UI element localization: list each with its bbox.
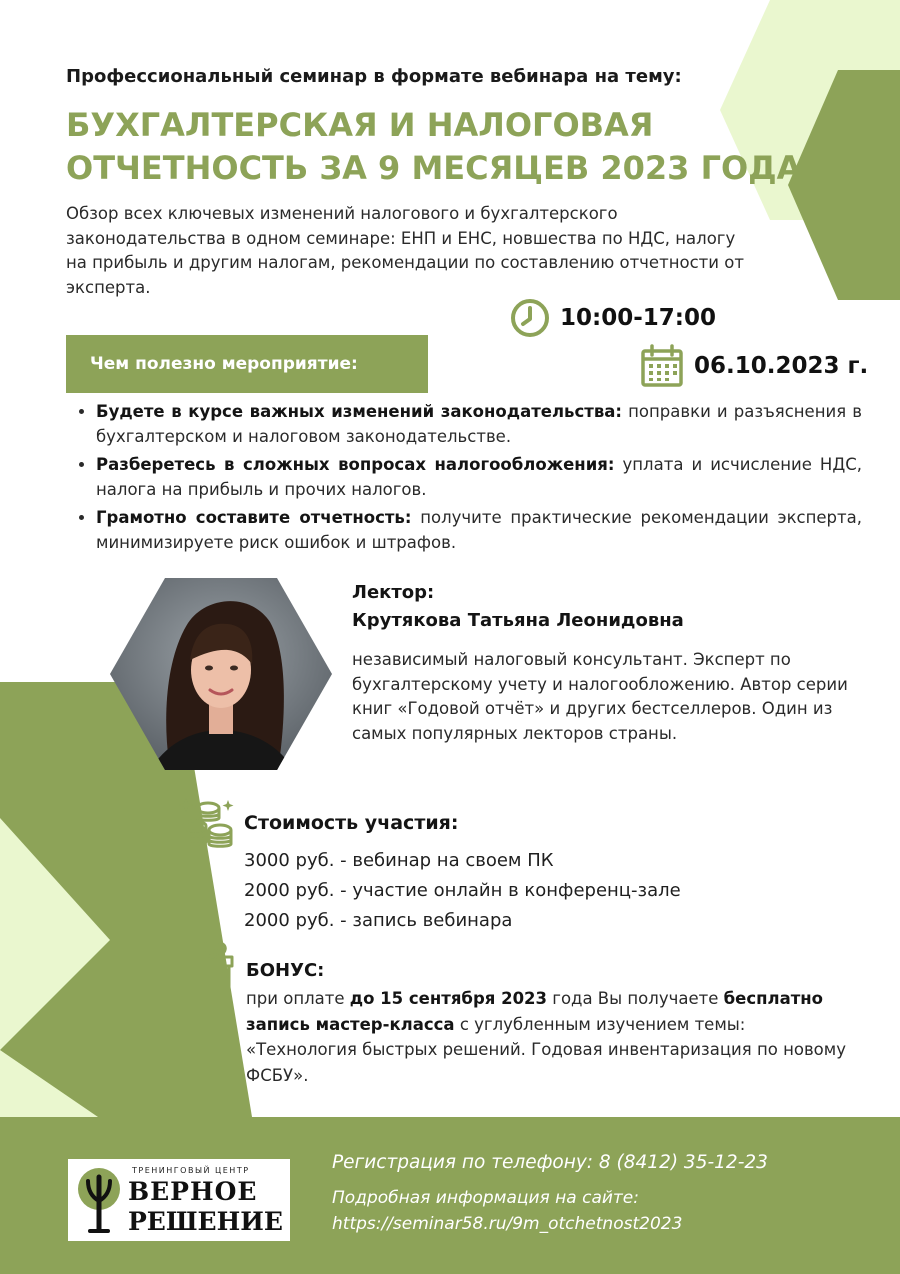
lector-label: Лектор: xyxy=(352,582,435,603)
bonus-deadline: до 15 сентября 2023 xyxy=(349,989,548,1008)
calendar-icon xyxy=(640,344,684,388)
benefit-bold: Грамотно составите отчетность: xyxy=(96,508,412,527)
benefits-heading: Чем полезно мероприятие: xyxy=(90,354,358,374)
logo-word-2: РЕШЕНИЕ xyxy=(128,1207,283,1236)
info-label: Подробная информация на сайте: xyxy=(332,1188,639,1208)
title-line-2: ОТЧЕТНОСТЬ ЗА 9 МЕСЯЦЕВ 2023 ГОДА xyxy=(66,149,802,187)
pricing-title: Стоимость участия: xyxy=(244,812,459,834)
tree-logo-icon xyxy=(76,1167,122,1233)
list-item xyxy=(96,400,862,449)
event-date: 06.10.2023 г. xyxy=(694,353,869,379)
list-item: 3000 руб. - вебинар на своем ПК xyxy=(244,850,554,871)
benefit-bold: Разберетесь в сложных вопросах налогообложения: xyxy=(96,455,615,474)
time-row xyxy=(510,298,716,338)
benefits-heading-bar xyxy=(66,335,428,393)
lector-bio: независимый налоговый консультант. Эксперт по бухгалтерскому учету и налогообложению. Автор серии книг «Годовой отчёт» и других бестселлеров. Один из самых популярных лекторов страны. xyxy=(352,650,848,743)
bonus-title: БОНУС: xyxy=(246,960,325,981)
gift-icon xyxy=(192,940,236,990)
list-item xyxy=(96,453,862,502)
event-time: 10:00-17:00 xyxy=(560,305,716,331)
clock-icon xyxy=(510,298,550,338)
bonus-text xyxy=(246,986,856,1088)
list-item xyxy=(96,506,862,555)
lector-photo xyxy=(110,578,332,770)
title-line-1: БУХГАЛТЕРСКАЯ И НАЛОГОВАЯ xyxy=(66,106,654,144)
company-logo xyxy=(68,1159,290,1241)
page-title xyxy=(66,104,826,190)
benefit-text: получите практические рекомендации эксперта, минимизируете риск ошибок и штрафов. xyxy=(96,508,863,552)
benefit-text: уплата и исчисление НДС, налога на прибыль и прочих налогов. xyxy=(96,455,862,499)
eyebrow-text: Профессиональный семинар в формате вебинара на тему: xyxy=(66,66,682,87)
info-url-link[interactable]: https://seminar58.ru/9m_otchetnost2023 xyxy=(332,1214,683,1234)
lector-name: Крутякова Татьяна Леонидовна xyxy=(352,610,684,631)
coins-icon xyxy=(178,794,238,852)
bonus-text-part: года Вы получаете xyxy=(547,989,724,1008)
intro-text: Обзор всех ключевых изменений налогового и бухгалтерского законодательства в одном семинаре: ЕНП и ЕНС, новшества по НДС, налогу на прибыль и другим налогам, рекомендации по составлению отчетности от эксперта. xyxy=(66,204,744,297)
logo-tagline: ТРЕНИНГОВЫЙ ЦЕНТР xyxy=(132,1166,250,1175)
bonus-offer: бесплатно запись мастер-класса xyxy=(246,989,824,1034)
benefits-list xyxy=(74,400,862,559)
registration-phone[interactable]: Регистрация по телефону: 8 (8412) 35-12-23 xyxy=(332,1152,768,1173)
logo-word-1: ВЕРНОЕ xyxy=(128,1177,258,1206)
list-item: 2000 руб. - запись вебинара xyxy=(244,910,513,931)
pricing-list xyxy=(244,846,681,936)
benefit-bold: Будете в курсе важных изменений законодательства: xyxy=(96,402,623,421)
benefit-text: поправки и разъяснения в бухгалтерском и налоговом законодательстве. xyxy=(96,402,862,446)
bonus-text-part: при оплате xyxy=(246,989,350,1008)
list-item: 2000 руб. - участие онлайн в конференц-зале xyxy=(244,880,681,901)
date-row xyxy=(640,344,868,388)
bonus-text-part: с углубленным изучением темы: «Технология быстрых решений. Годовая инвентаризация по новому ФСБУ». xyxy=(246,1014,846,1085)
